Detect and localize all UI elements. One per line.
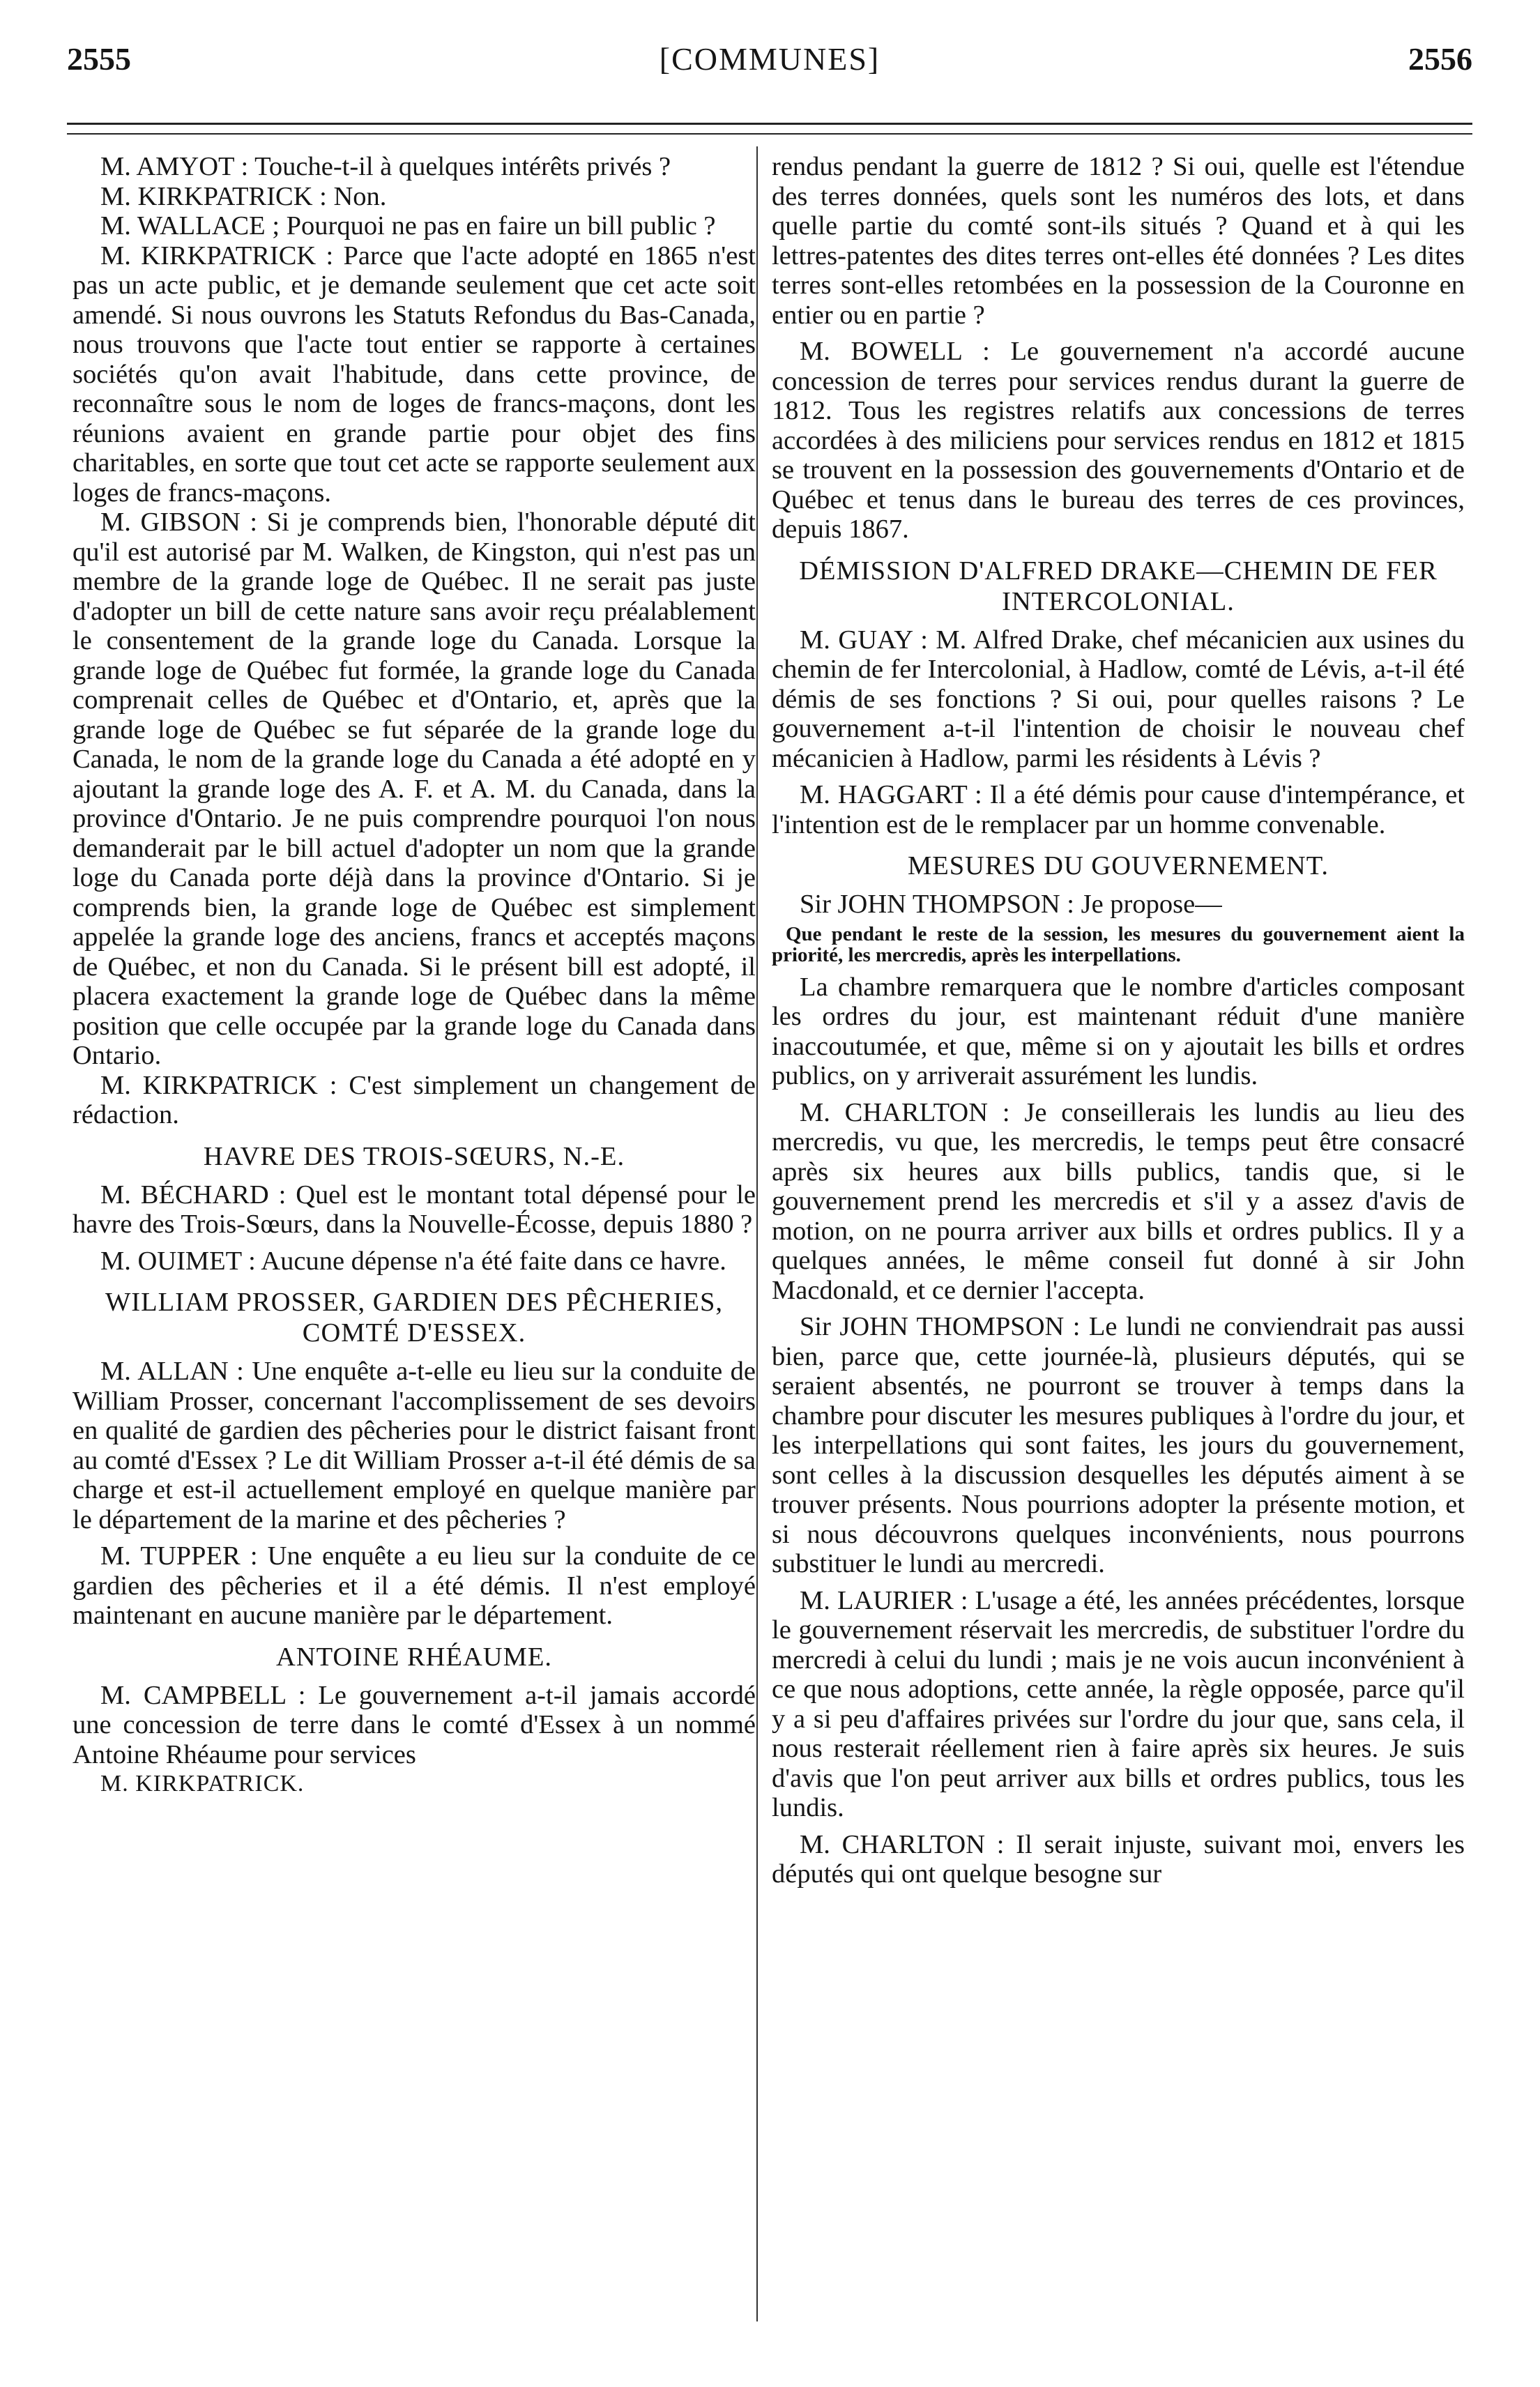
motion-text: Que pendant le reste de la session, les mesures du gouvernement aient la priorité, les mercredis, après les interpellations. [772, 922, 1465, 966]
section-heading: HAVRE DES TROIS-SŒURS, N.-E. [203, 1141, 625, 1171]
paragraph: M. CHARLTON : Je conseillerais les lundis au lieu des mercredis, vu que, les mercredis, le temps peut être consacré après six heures aux bills publics, tandis que, si le gouvernement prend les mercredis et s'il y a assez d'avis de motion, on ne pourra arriver aux bills et ordres publics. Il y a quelques années, le même conseil fut donné à sir John Macdonald, et ce dernier l'accepta. [772, 1097, 1465, 1305]
page-header [67, 40, 1472, 89]
paragraph: M. GIBSON : Si je comprends bien, l'honorable député dit qu'il est autorisé par M. Walken, de Kingston, qui n'est pas un membre de la grande loge de Québec. Il ne serait pas juste d'adopter un bill de cette nature sans avoir reçu préalablement le consentement de la grande loge du Canada. Lorsque la grande loge de Québec fut formée, la grande loge du Canada comprenait celles de Québec et d'Ontario, et, après que la grande loge de Québec se fut séparée de la grande loge du Canada, le nom de la grande loge du Canada a été adopté en y ajoutant la grande loge des A. F. et A. M. du Canada, dans la province d'Ontario. Je ne puis comprendre pourquoi l'on nous demanderait par le bill actuel d'adopter un nom que la grande loge du Canada porte déjà dans la province d'Ontario. Si je comprends bien, la grande loge de Québec est simplement appelée la grande loge des anciens, francs et acceptés maçons de Québec, et non du Canada. Si le présent bill est adopté, il placera exactement la grande loge de Québec dans la même position que celle occupée par la grande loge du Canada dans Ontario. [73, 508, 756, 1070]
paragraph: M. BÉCHARD : Quel est le montant total dépensé pour le havre des Trois-Sœurs, dans la Nouvelle-Écosse, depuis 1880 ? [73, 1180, 756, 1239]
paragraph: Sir JOHN THOMPSON : Je propose— [800, 890, 1222, 919]
paragraph: M. KIRKPATRICK : Non. [100, 181, 387, 211]
paragraph: rendus pendant la guerre de 1812 ? Si oui, quelle est l'étendue des terres données, quels sont les numéros des lots, et dans quelle partie du comté sont-ils situés ? Quand et à qui les lettres-patentes des dites terres ont-elles été données ? Les dites terres sont-elles retombées en la possession de la Couronne en entier ou en partie ? [772, 152, 1465, 330]
paragraph: La chambre remarquera que le nombre d'articles composant les ordres du jour, est maintenant réduit d'une manière inaccoutumée, et que, même si on y ajoutait les bills et ordres publics, on y arriverait assurément les lundis. [772, 972, 1465, 1090]
header-rule-bottom [67, 133, 1472, 135]
paragraph: M. HAGGART : Il a été démis pour cause d'intempérance, et l'intention est de le remplacer par un homme convenable. [772, 780, 1465, 839]
header-rule-top [67, 123, 1472, 125]
paragraph: M. CHARLTON : Il serait injuste, suivant moi, envers les députés qui ont quelque besogne sur [772, 1829, 1465, 1889]
right-column [772, 152, 1465, 1889]
paragraph: M. ALLAN : Une enquête a-t-elle eu lieu sur la conduite de William Prosser, concernant l'accomplissement de ses devoirs en qualité de gardien des pêcheries pour le district faisant front au comté d'Essex ? Le dit William Prosser a-t-il été démis de sa charge et est-il actuellement employé en quelque manière par le département de la marine et des pêcheries ? [73, 1357, 756, 1534]
paragraph: M. TUPPER : Une enquête a eu lieu sur la conduite de ce gardien des pêcheries et il a été démis. Il n'est employé maintenant en aucune manière par le département. [73, 1541, 756, 1630]
page-number-left: 2555 [67, 41, 131, 77]
paragraph: M. KIRKPATRICK : Parce que l'acte adopté en 1865 n'est pas un acte public, et je demande seulement que cet acte soit amendé. Si nous ouvrons les Statuts Refondus du Bas-Canada, nous trouvons que l'acte tout entier se rapporte à certaines sociétés qu'on avait l'habitude, dans cette province, de reconnaître sous le nom de loges de francs-maçons, dont les réunions avaient en grande partie pour objet des fins charitables, en sorte que tout cet acte se rapporte seulement aux loges de francs-maçons. [73, 241, 756, 508]
left-column [73, 152, 756, 1799]
paragraph: M. BOWELL : Le gouvernement n'a accordé aucune concession de terres pour services rendus durant la guerre de 1812. Tous les registres relatifs aux concessions de terres accordées à des miliciens pour services rendus en 1812 et 1815 se trouvent en la possession des gouvernements d'Ontario et de Québec et tenus dans le bureau des terres de ces provinces, depuis 1867. [772, 337, 1465, 544]
paragraph: M. GUAY : M. Alfred Drake, chef mécanicien aux usines du chemin de fer Intercolonial, à Hadlow, comté de Lévis, a-t-il été démis de ses fonctions ? Si oui, pour quelles raisons ? Le gouvernement a-t-il l'intention de choisir le nouveau chef mécanicien à Hadlow, parmi les résidents à Lévis ? [772, 625, 1465, 773]
paragraph: M. WALLACE ; Pourquoi ne pas en faire un bill public ? [100, 211, 716, 241]
page-number-right: 2556 [1408, 41, 1472, 77]
catchword: M. KIRKPATRICK. [100, 1771, 305, 1797]
section-heading: ANTOINE RHÉAUME. [276, 1642, 552, 1672]
column-divider [756, 146, 758, 2321]
paragraph: M. KIRKPATRICK : C'est simplement un changement de rédaction. [73, 1070, 756, 1129]
paragraph: M. OUIMET : Aucune dépense n'a été faite dans ce havre. [100, 1246, 726, 1276]
paragraph: M. LAURIER : L'usage a été, les années précédentes, lorsque le gouvernement réservait les mercredis, de substituer l'ordre du mercredi à celui du lundi ; mais je ne vois aucun inconvénient à ce que nous adoptions, cette année, la règle opposée, parce qu'il y a si peu d'affaires privées sur l'ordre du jour que, sans cela, il nous resterait réellement rien à faire après six heures. Je suis d'avis que l'on peut arriver aux bills et ordres publics, tous les lundis. [772, 1585, 1465, 1822]
section-heading: WILLIAM PROSSER, GARDIEN DES PÊCHERIES, COMTÉ D'ESSEX. [105, 1288, 724, 1348]
paragraph: M. AMYOT : Touche-t-il à quelques intérêts privés ? [100, 152, 671, 181]
paragraph: Sir JOHN THOMPSON : Le lundi ne conviendrait pas aussi bien, parce que, cette journée-là, plusieurs députés, qui se seraient absentés, ne pourront se trouver à temps dans la chambre pour discuter les mesures publiques à l'ordre du jour, et les interpellations qui sont faites, les jours du gouvernement, sont celles à la discussion desquelles les députés aiment à se trouver présents. Nous pourrions adopter la présente motion, et si nous découvrons quelques inconvénients, nous pourrons substituer le lundi au mercredi. [772, 1312, 1465, 1578]
section-heading: DÉMISSION D'ALFRED DRAKE—CHEMIN DE FER INTERCOLONIAL. [799, 556, 1438, 616]
section-heading: MESURES DU GOUVERNEMENT. [907, 851, 1329, 880]
paragraph: M. CAMPBELL : Le gouvernement a-t-il jamais accordé une concession de terre dans le comté d'Essex à un nommé Antoine Rhéaume pour services [73, 1680, 756, 1769]
page-title: [COMMUNES] [659, 41, 880, 77]
